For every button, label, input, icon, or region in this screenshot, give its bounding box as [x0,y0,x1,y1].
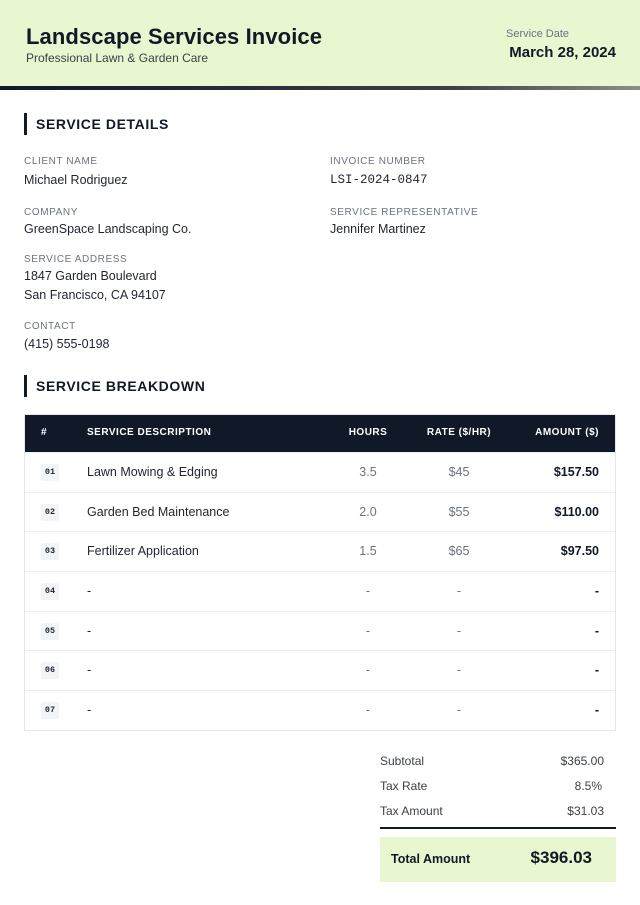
tax-rate-row [380,779,604,793]
row-description: Garden Bed Maintenance [87,504,230,519]
row-rate: - [456,584,462,599]
row-number: 04 [41,583,59,600]
header-divider [0,86,640,90]
column-header-rate: RATE ($/HR) [426,427,492,438]
row-description: - [87,703,92,718]
tax-rate-value: 8.5% [574,779,602,793]
service-date-label: Service Date [506,28,569,40]
row-hours: - [365,584,371,599]
row-number: 07 [41,702,59,719]
service-rep-value: Jennifer Martinez [330,222,426,236]
row-rate: - [456,623,462,638]
service-details-heading: SERVICE DETAILS [24,113,169,135]
column-header-num: # [41,427,48,438]
client-name-label: CLIENT NAME [24,156,98,167]
row-amount: - [594,703,599,718]
subtotal-value: $365.00 [560,754,604,768]
service-breakdown-table [24,414,616,731]
row-description: - [87,623,92,638]
column-header-description: SERVICE DESCRIPTION [87,427,212,438]
row-hours: 1.5 [359,544,377,559]
service-address-line2: San Francisco, CA 94107 [24,288,166,302]
table-row [25,611,615,651]
row-number: 05 [41,623,59,640]
service-address-line1: 1847 Garden Boulevard [24,269,157,283]
row-rate: $45 [448,465,470,479]
service-address-label: SERVICE ADDRESS [24,254,128,265]
row-hours: 2.0 [359,504,377,519]
table-header [25,415,615,452]
row-amount: - [594,584,599,599]
company-label: COMPANY [24,207,79,218]
total-amount-box [380,837,616,882]
column-header-hours: HOURS [348,427,388,438]
tax-rate-label: Tax Rate [380,779,428,793]
invoice-header [0,0,640,88]
service-rep-label: SERVICE REPRESENTATIVE [330,207,479,218]
service-breakdown-heading: SERVICE BREAKDOWN [24,375,205,397]
row-number: 03 [41,543,59,560]
table-row [25,571,615,611]
row-description: - [87,584,92,599]
row-amount: - [594,623,599,638]
total-amount-value: $396.03 [530,848,592,867]
row-rate: - [456,703,462,718]
row-number: 02 [41,504,59,521]
row-amount: - [594,663,599,678]
column-header-amount: AMOUNT ($) [535,427,599,438]
subtotal-row [380,754,604,768]
client-name-value: Michael Rodriguez [24,173,128,187]
invoice-number-value: LSI-2024-0847 [330,173,428,187]
row-hours: - [365,663,371,678]
tax-amount-row [380,804,604,818]
row-amount: $110.00 [554,504,599,519]
row-rate: - [456,663,462,678]
subtotal-label: Subtotal [380,754,425,768]
table-row [25,650,615,690]
tax-amount-value: $31.03 [567,804,604,818]
row-amount: $157.50 [553,465,599,479]
tax-amount-label: Tax Amount [380,804,443,818]
table-row [25,492,615,532]
row-rate: $65 [448,544,470,559]
totals-divider [380,827,616,829]
invoice-subtitle: Professional Lawn & Garden Care [26,51,209,65]
contact-value: (415) 555-0198 [24,337,110,351]
table-row [25,452,615,492]
row-hours: 3.5 [359,465,377,479]
table-row [25,690,615,730]
row-description: Lawn Mowing & Edging [87,465,218,479]
row-hours: - [365,703,371,718]
row-hours: - [365,623,371,638]
company-value: GreenSpace Landscaping Co. [24,222,192,236]
row-number: 06 [41,662,59,679]
total-amount-label: Total Amount [391,852,471,866]
service-date-value: March 28, 2024 [509,44,616,61]
invoice-number-label: INVOICE NUMBER [330,156,426,167]
invoice-title: Landscape Services Invoice [26,24,323,49]
row-amount: $97.50 [560,544,599,559]
row-description: - [87,663,92,678]
row-description: Fertilizer Application [87,544,199,559]
contact-label: CONTACT [24,321,76,332]
row-rate: $55 [448,504,470,519]
table-row [25,531,615,571]
row-number: 01 [41,464,59,481]
